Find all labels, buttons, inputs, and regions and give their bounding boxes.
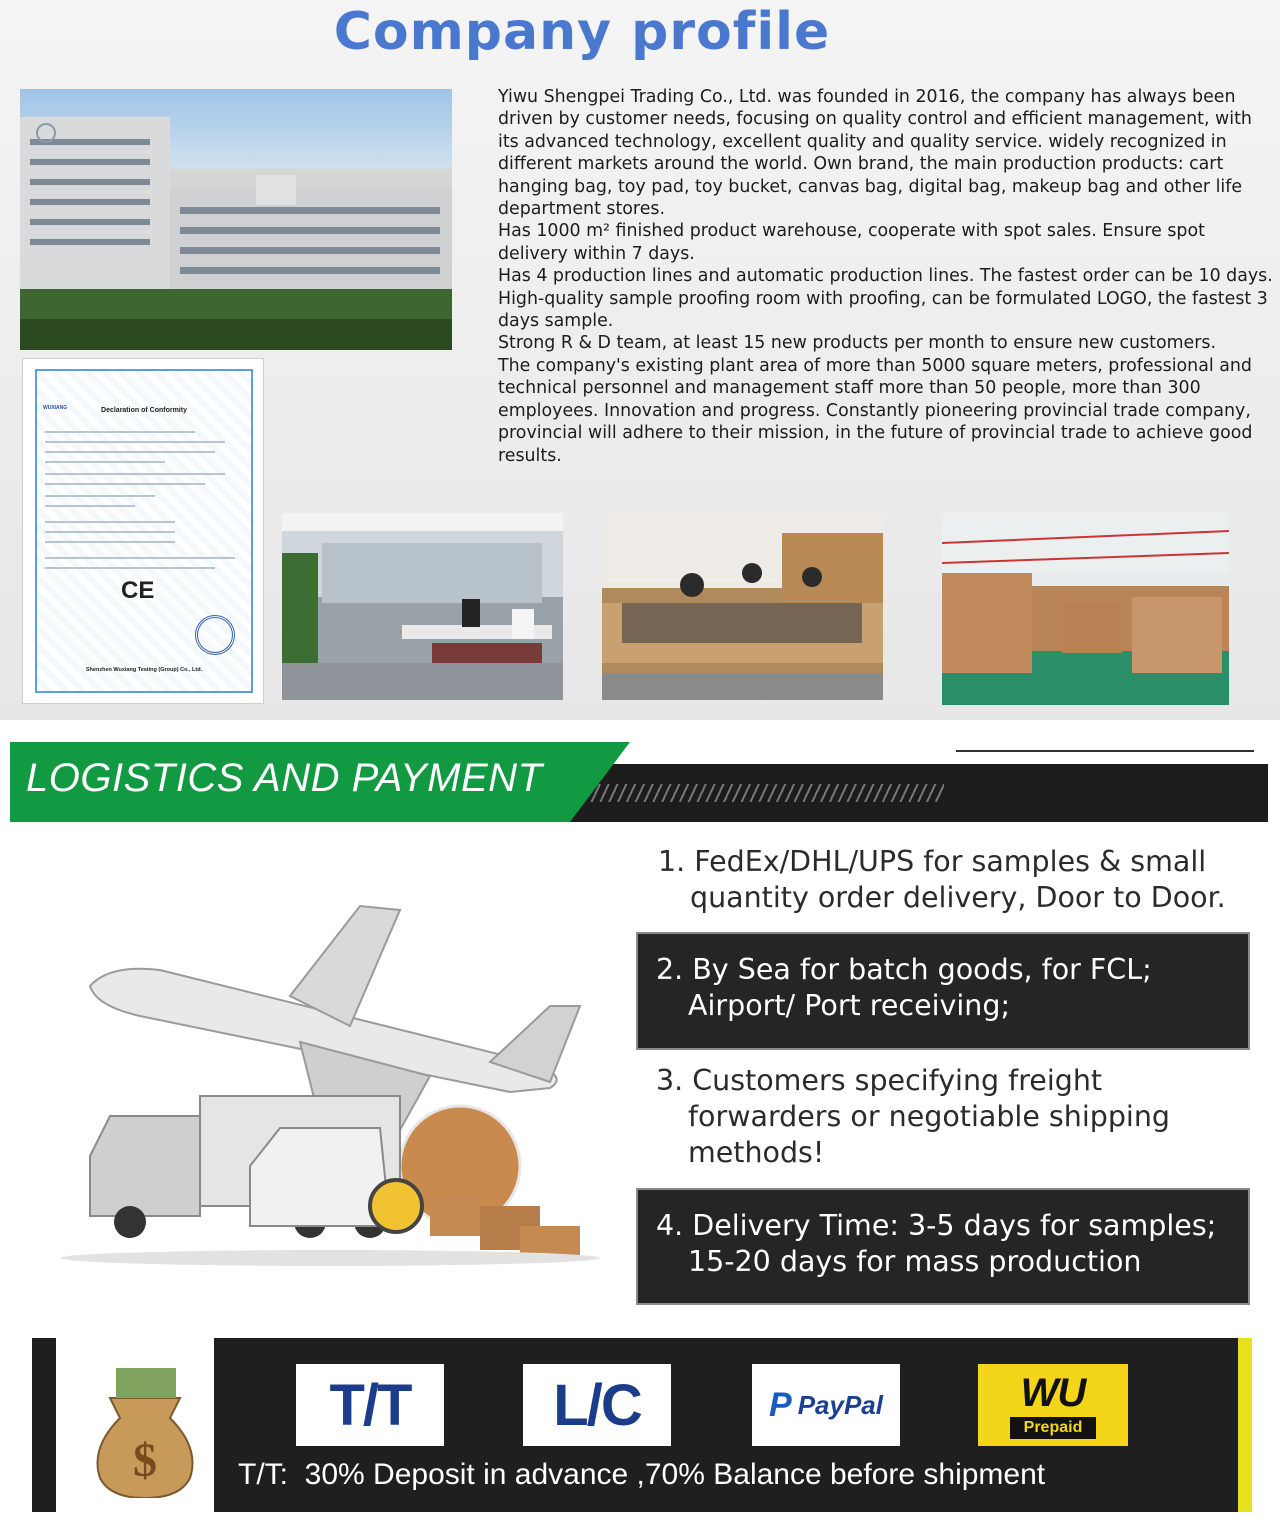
warehouse-photo bbox=[942, 513, 1229, 705]
certificate-text-line bbox=[45, 531, 175, 533]
payment-method-lc bbox=[523, 1364, 671, 1446]
logistics-item-delivery-time bbox=[636, 1188, 1250, 1305]
item-line: 4. Delivery Time: 3-5 days for samples; bbox=[656, 1209, 1217, 1242]
certificate-text-line bbox=[45, 541, 175, 543]
payment-method-label: L/C bbox=[553, 1372, 641, 1438]
factory-building-illustration bbox=[20, 89, 452, 350]
workshop-photo bbox=[602, 513, 883, 700]
payment-accent-stripe bbox=[1238, 1338, 1252, 1512]
certificate-text-line bbox=[45, 495, 155, 497]
factory-building-photo bbox=[20, 89, 452, 350]
banner-rule bbox=[956, 750, 1254, 752]
certificate-text-line bbox=[45, 461, 165, 463]
description-paragraph: Has 1000 m² finished product warehouse, cooperate with spot sales. Ensure spot delivery within 7 days. bbox=[498, 221, 1205, 264]
transport-illustration bbox=[50, 866, 610, 1266]
office-photo bbox=[282, 513, 563, 700]
certificate-text-line bbox=[45, 557, 235, 559]
profile-title: Company profile bbox=[333, 2, 831, 62]
ce-certificate bbox=[22, 358, 264, 704]
banner-hatch-pattern bbox=[590, 784, 944, 802]
item-line: quantity order delivery, Door to Door. bbox=[690, 881, 1226, 914]
item-line: 2. By Sea for batch goods, for FCL; bbox=[656, 953, 1152, 986]
money-bag-icon bbox=[90, 1358, 200, 1498]
certificate-heading: Declaration of Conformity bbox=[101, 407, 187, 414]
certificate-text-line bbox=[45, 431, 195, 433]
payment-method-western-union bbox=[978, 1364, 1128, 1446]
item-line: forwarders or negotiable shipping bbox=[688, 1100, 1171, 1133]
logistics-item-express bbox=[636, 844, 1252, 916]
logistics-item-forwarder bbox=[636, 1063, 1252, 1171]
description-paragraph: Strong R & D team, at least 15 new products per month to ensure new customers. bbox=[498, 333, 1216, 354]
certificate-text-line bbox=[45, 521, 175, 523]
payment-method-label: PayPal bbox=[797, 1389, 883, 1420]
certificate-brand: WUXIANG bbox=[43, 405, 68, 411]
company-profile-section bbox=[0, 0, 1280, 720]
payment-left-stripe bbox=[32, 1338, 56, 1512]
logistics-item-sea bbox=[636, 932, 1250, 1050]
certificate-stamp-icon bbox=[195, 615, 235, 655]
payment-terms: T/T: 30% Deposit in advance ,70% Balance before shipment bbox=[238, 1458, 1046, 1491]
description-paragraph: High-quality sample proofing room with proofing, can be formulated LOGO, the fastest 3 days sample. bbox=[498, 288, 1268, 332]
certificate-issuer: Shenzhen Wuxiang Testing (Group) Co., Ltd. bbox=[85, 667, 203, 673]
logistics-banner bbox=[10, 742, 1268, 822]
certificate-text-line bbox=[45, 451, 215, 453]
item-line: 1. FedEx/DHL/UPS for samples & small bbox=[658, 845, 1207, 878]
payment-method-paypal bbox=[752, 1364, 900, 1446]
western-union-prepaid: Prepaid bbox=[1010, 1417, 1097, 1439]
office-illustration bbox=[282, 513, 563, 700]
workshop-illustration bbox=[602, 513, 883, 700]
logistics-payment-section bbox=[0, 720, 1280, 1523]
item-line: methods! bbox=[688, 1136, 825, 1169]
warehouse-illustration bbox=[942, 513, 1229, 705]
company-description bbox=[498, 86, 1274, 467]
payment-bar bbox=[32, 1338, 1252, 1512]
description-paragraph: The company's existing plant area of more than 5000 square meters, professional and technical personnel and management staff more than 50 people, more than 300 employees. Innovation and progress. Constantly pioneering provincial trade company, provincial will adhere to their mission, in the future of provincial trade to achieve good results. bbox=[498, 355, 1253, 466]
certificate-text-line bbox=[45, 567, 215, 569]
certificate-border bbox=[35, 369, 253, 693]
ce-mark: CE bbox=[121, 577, 155, 604]
payment-method-label: T/T bbox=[329, 1372, 411, 1438]
item-line: 3. Customers specifying freight bbox=[656, 1064, 1103, 1097]
stopwatch-icon bbox=[370, 1180, 422, 1232]
certificate-text-line bbox=[45, 505, 135, 507]
certificate-text-line bbox=[45, 473, 225, 475]
item-line: Airport/ Port receiving; bbox=[688, 989, 1011, 1022]
logistics-title: LOGISTICS AND PAYMENT bbox=[26, 756, 543, 800]
description-paragraph: Has 4 production lines and automatic production lines. The fastest order can be 10 days. bbox=[498, 266, 1273, 287]
certificate-text-line bbox=[45, 483, 205, 485]
western-union-logo: WU bbox=[1020, 1371, 1086, 1415]
payment-method-tt bbox=[296, 1364, 444, 1446]
paypal-icon: P bbox=[769, 1385, 792, 1424]
item-line: 15-20 days for mass production bbox=[688, 1245, 1142, 1278]
svg-text:$: $ bbox=[133, 1434, 157, 1487]
certificate-text-line bbox=[45, 441, 225, 443]
description-paragraph: Yiwu Shengpei Trading Co., Ltd. was founded in 2016, the company has always been driven by customer needs, focusing on quality control and efficient management, with its advanced technology, excellent quality and quality service. widely recognized in different markets around the world. Own brand, the main production products: cart hanging bag, toy pad, toy bucket, canvas bag, digital bag, makeup bag and other life department stores. bbox=[498, 87, 1252, 220]
